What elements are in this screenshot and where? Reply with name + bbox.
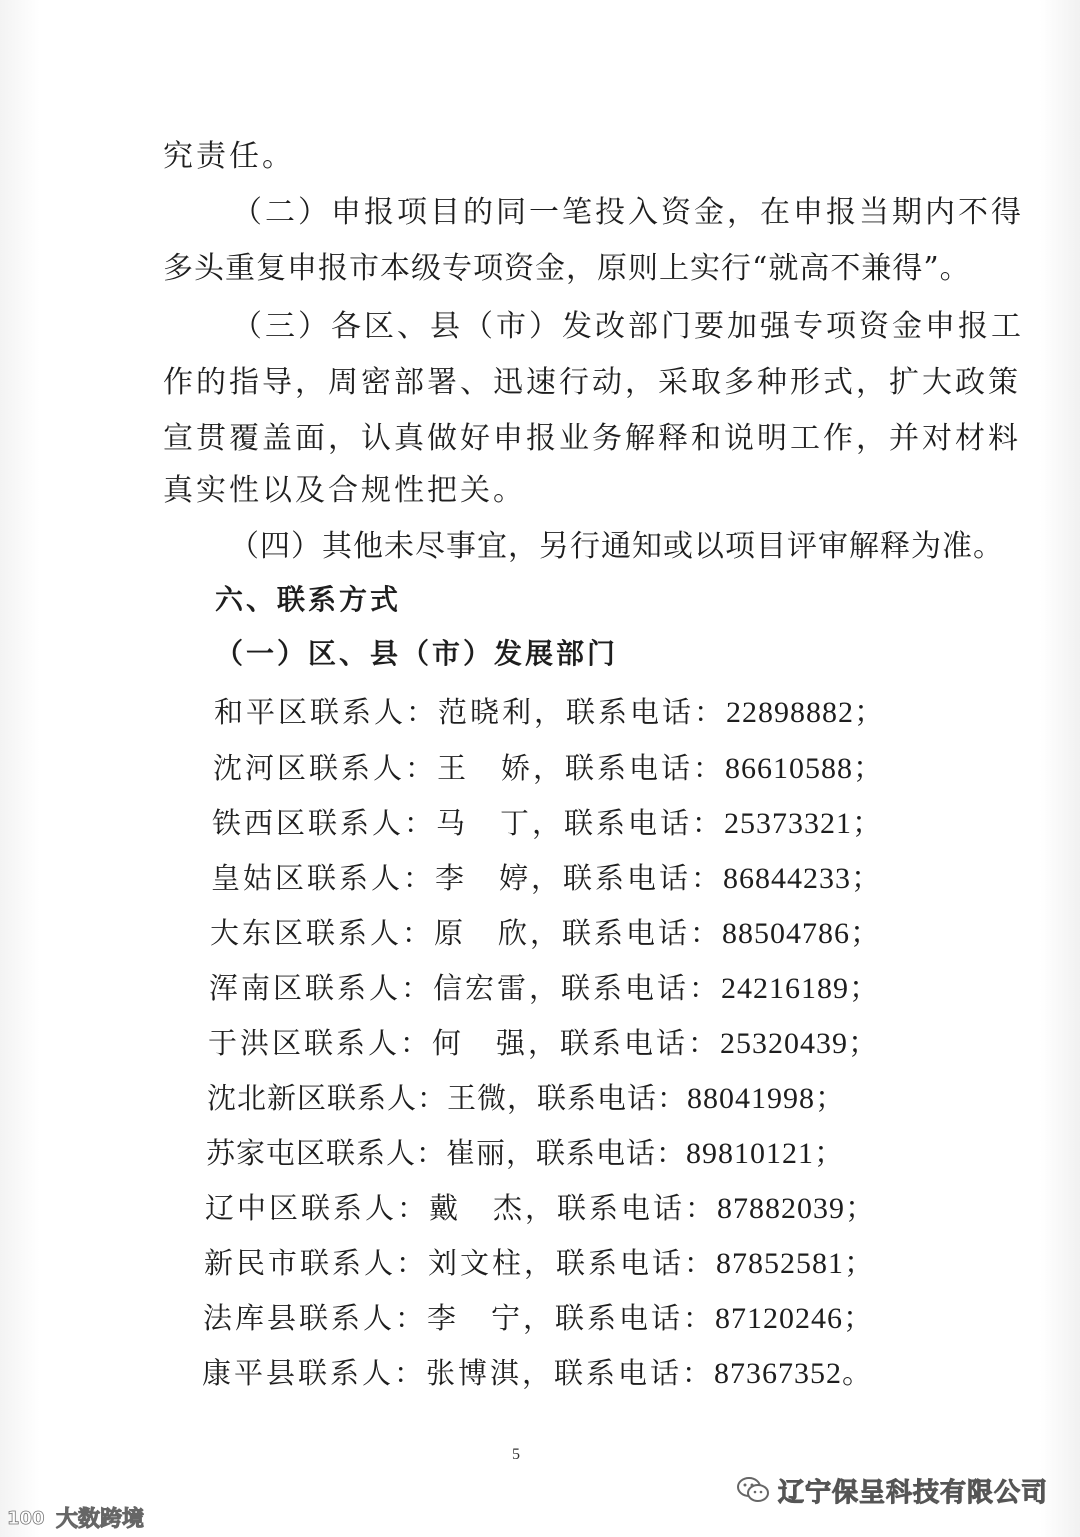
contact-district: 康平县联系人： (202, 1356, 427, 1390)
contact-district: 大东区联系人： (210, 916, 435, 950)
contact-label: ，联系电话： (524, 1246, 717, 1280)
contact-district: 和平区联系人： (214, 695, 439, 729)
contact-phone: 89810121； (686, 1137, 846, 1170)
body-line-5: 作的指导，周密部署、迅速行动，采取多种形式，扩大政策 (163, 365, 1021, 400)
watermark-company: 辽宁保呈科技有限公司 (778, 1477, 1049, 1508)
contact-name: 刘文柱 (428, 1246, 525, 1280)
contact-name: 何 强 (432, 1026, 529, 1060)
contact-row (211, 858, 882, 899)
contact-phone: 88041998； (687, 1082, 847, 1115)
contact-phone: 88504786； (722, 917, 882, 950)
watermark-source (6, 1500, 144, 1534)
contact-district: 铁西区联系人： (212, 806, 437, 840)
contact-row (205, 1188, 876, 1229)
contact-row (213, 748, 884, 789)
watermark-brand: 大数跨境 (56, 1506, 145, 1532)
contact-label: ，联系电话： (532, 806, 725, 840)
body-line-7: 真实性以及合规性把关。 (163, 473, 526, 508)
contact-row (214, 692, 885, 733)
contact-row (212, 803, 883, 844)
contact-district: 辽中区联系人： (205, 1191, 430, 1225)
100-logo-icon (6, 1503, 52, 1531)
contact-row (209, 968, 880, 1009)
contact-row (202, 1353, 873, 1394)
body-line-1: 究责任。 (163, 139, 295, 174)
contact-label: ，联系电话： (522, 1356, 715, 1390)
body-line-2: （二）申报项目的同一笔投入资金，在申报当期内不得 (232, 195, 1024, 230)
contact-district: 沈河区联系人： (213, 751, 438, 785)
contact-district: 皇姑区联系人： (211, 861, 436, 895)
section-title: 六、联系方式 (215, 583, 402, 616)
contact-phone: 24216189； (721, 972, 881, 1005)
contact-district: 苏家屯区联系人： (206, 1136, 447, 1170)
contact-district: 浑南区联系人： (209, 971, 434, 1005)
contact-phone: 87367352。 (714, 1357, 874, 1390)
contact-name: 王微 (447, 1081, 508, 1115)
contact-phone: 87882039； (717, 1192, 877, 1225)
contact-name: 王 娇 (437, 751, 534, 785)
contact-name: 马 丁 (436, 806, 533, 840)
contact-label: ，联系电话： (530, 916, 723, 950)
contact-label: ，联系电话： (525, 1191, 718, 1225)
section-subtitle: （一）区、县（市）发展部门 (215, 637, 619, 670)
contact-row (210, 913, 881, 954)
contact-name: 戴 杰 (429, 1191, 526, 1225)
contact-name: 信宏雷 (433, 971, 530, 1005)
contact-name: 崔丽 (446, 1136, 507, 1170)
contact-label: ，联系电话： (533, 751, 726, 785)
wechat-icon (736, 1475, 770, 1505)
body-line-8: （四）其他未尽事宜，另行通知或以项目评审解释为准。 (229, 529, 1004, 564)
contact-name: 原 欣 (434, 916, 531, 950)
contact-row (204, 1243, 875, 1284)
body-line-4: （三）各区、县（市）发改部门要加强专项资金申报工 (232, 309, 1024, 344)
contact-phone: 25373321； (724, 807, 884, 840)
contact-row (206, 1133, 845, 1174)
contact-phone: 87120246； (715, 1302, 875, 1335)
contact-phone: 25320439； (720, 1027, 880, 1060)
contact-district: 沈北新区联系人： (207, 1081, 448, 1115)
contact-district: 法库县联系人： (203, 1301, 428, 1335)
contact-label: ，联系电话： (534, 695, 727, 729)
contact-name: 李 婷 (435, 861, 532, 895)
page-number: 5 (512, 1446, 520, 1463)
contact-label: ，联系电话： (528, 1026, 721, 1060)
contact-phone: 86844233； (723, 862, 883, 895)
contact-name: 范晓利 (438, 695, 535, 729)
contact-district: 新民市联系人： (204, 1246, 429, 1280)
contact-row (207, 1078, 846, 1119)
contact-label: ，联系电话： (529, 971, 722, 1005)
contact-name: 李 宁 (427, 1301, 524, 1335)
body-line-6: 宣贯覆盖面，认真做好申报业务解释和说明工作，并对材料 (163, 421, 1021, 456)
contact-phone: 86610588； (725, 752, 885, 785)
contact-district: 于洪区联系人： (208, 1026, 433, 1060)
contact-row (203, 1298, 874, 1339)
contact-row (208, 1023, 879, 1064)
svg-text:100: 100 (7, 1508, 45, 1529)
contact-name: 张博淇 (426, 1356, 523, 1390)
contact-label: ，联系电话： (531, 861, 724, 895)
body-line-3: 多头重复申报市本级专项资金，原则上实行“就高不兼得”。 (163, 251, 971, 286)
contact-phone: 87852581； (716, 1247, 876, 1280)
contact-label: ，联系电话： (506, 1136, 687, 1170)
contact-label: ，联系电话： (507, 1081, 688, 1115)
watermark-wechat (736, 1470, 1048, 1510)
contact-label: ，联系电话： (523, 1301, 716, 1335)
contact-phone: 22898882； (726, 696, 886, 729)
